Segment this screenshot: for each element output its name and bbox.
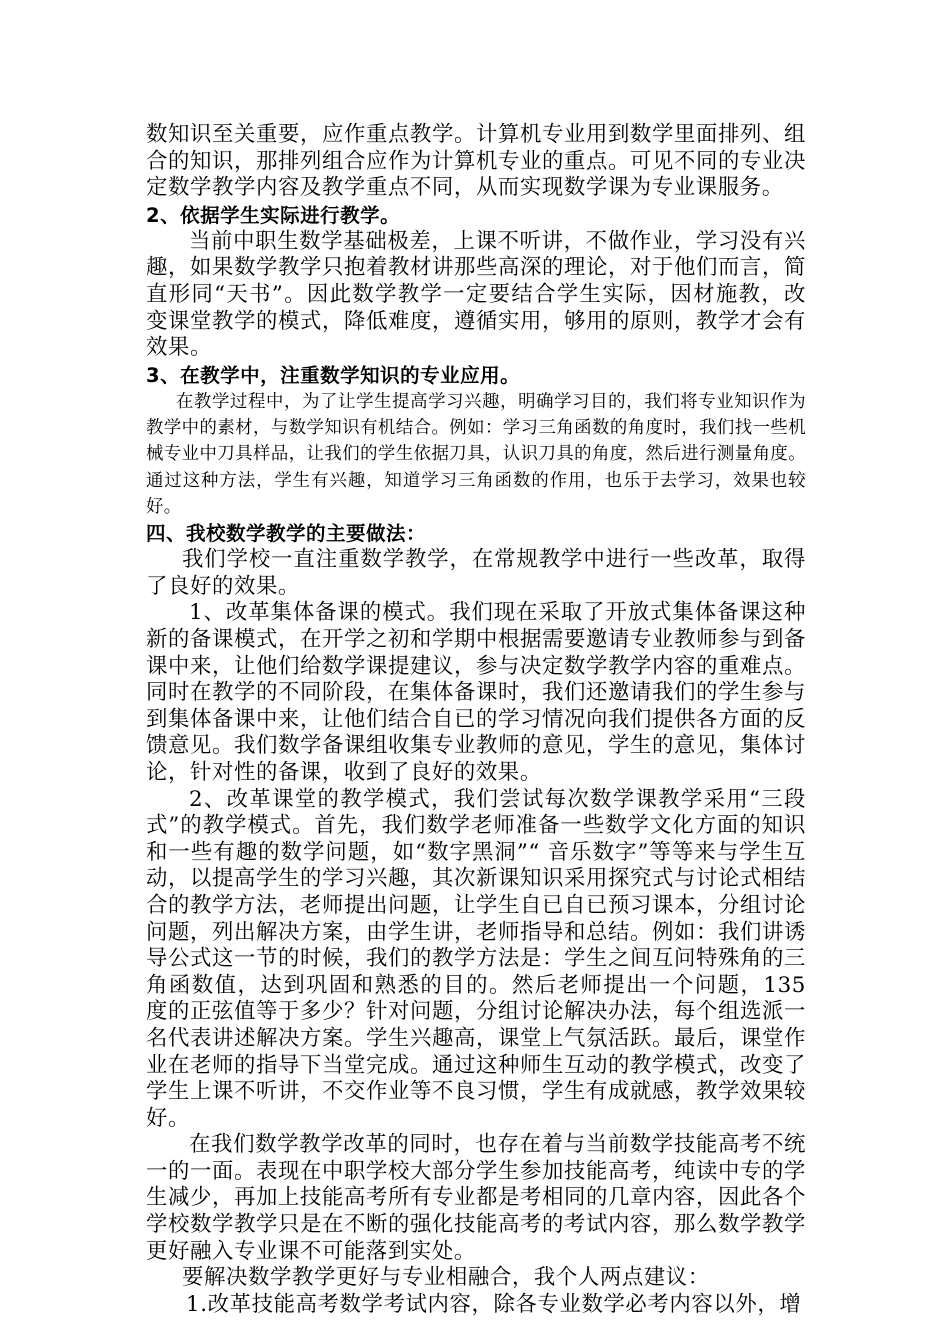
paragraph-2: 当前中职生数学基础极差，上课不听讲，不做作业，学习没有兴趣，如果数学教学只抱着教材讲那些高深的理论，对于他们而言，简直形同“天书”。因此数学教学一定要结合学生实际，因材施教，改变课堂教学的模式，降低难度，遵循实用，够用的原则，教学才会有效果。: [146, 228, 806, 361]
paragraph-6: 2、改革课堂的教学模式，我们尝试每次数学课教学采用“三段式”的教学模式。首先，我们数学老师准备一些数学文化方面的知识和一些有趣的数学问题，如“数字黑洞”“ 音乐数字”等等来与学生互动，以提高学生的学习兴趣，其次新课知识采用探究式与讨论式相结合的教学方法，老师提出问题，让学生自已自已预习课本，分组讨论问题，列出解决方案，由学生讲，老师指导和总结。例如：我们讲诱导公式这一节的时候，我们的教学方法是：学生之间互问特殊角的三角函数值，达到巩固和熟悉的目的。然后老师提出一个问题，135 度的正弦值等于多少？针对问题，分组讨论解决办法，每个组选派一名代表讲述解决方案。学生兴趣高，课堂上气氛活跃。最后，课堂作业在老师的指导下当堂完成。通过这种师生互动的教学模式，改变了学生上课不听讲，不交作业等不良习惯，学生有成就感，教学效果较好。: [146, 786, 806, 1131]
document-body: [146, 122, 806, 1318]
paragraph-8: 要解决数学教学更好与专业相融合，我个人两点建议：: [182, 1265, 710, 1291]
heading-4: 四、我校数学教学的主要做法：: [146, 522, 427, 546]
paragraph-7: 在我们数学教学改革的同时，也存在着与当前数学技能高考不统一的一面。表现在中职学校大部分学生参加技能高考，纯读中专的学生减少，再加上技能高考所有专业都是考相同的几章内容，因此各个学校数学教学只是在不断的强化技能高考的考试内容，那么数学教学更好融入专业课不可能落到实处。: [146, 1132, 806, 1264]
paragraph-5: 1、改革集体备课的模式。我们现在采取了开放式集体备课这种新的备课模式，在开学之初和学期中根据需要邀请专业教师参与到备课中来，让他们给数学课提建议，参与决定数学教学内容的重难点。同时在教学的不同阶段，在集体备课时，我们还邀请我们的学生参与到集体备课中来，让他们结合自已的学习情况向我们提供各方面的反馈意见。我们数学备课组收集专业教师的意见，学生的意见，集体讨论，针对性的备课，收到了良好的效果。: [146, 600, 806, 785]
paragraph-3: 在教学过程中，为了让学生提高学习兴趣，明确学习目的，我们将专业知识作为教学中的素材，与数学知识有机结合。例如：学习三角函数的角度时，我们找一些机械专业中刀具样品，让我们的学生依据刀具，认识刀具的角度，然后进行测量角度。通过这种方法，学生有兴趣，知道学习三角函数的作用，也乐于去学习，效果也较好。: [146, 391, 806, 517]
heading-2: 2、依据学生实际进行教学。: [146, 203, 401, 227]
heading-3: 3、在教学中，注重数学知识的专业应用。: [146, 363, 521, 387]
paragraph-4: 我们学校一直注重数学教学，在常规教学中进行一些改革，取得了良好的效果。: [146, 547, 806, 599]
paragraph-intro: 数知识至关重要，应作重点教学。计算机专业用到数学里面排列、组合的知识，那排列组合应作为计算机专业的重点。可见不同的专业决定数学教学内容及教学重点不同，从而实现数学课为专业课服务。: [146, 122, 806, 201]
paragraph-9: 1.改革技能高考数学考试内容，除各专业数学必考内容以外，增: [186, 1291, 802, 1317]
